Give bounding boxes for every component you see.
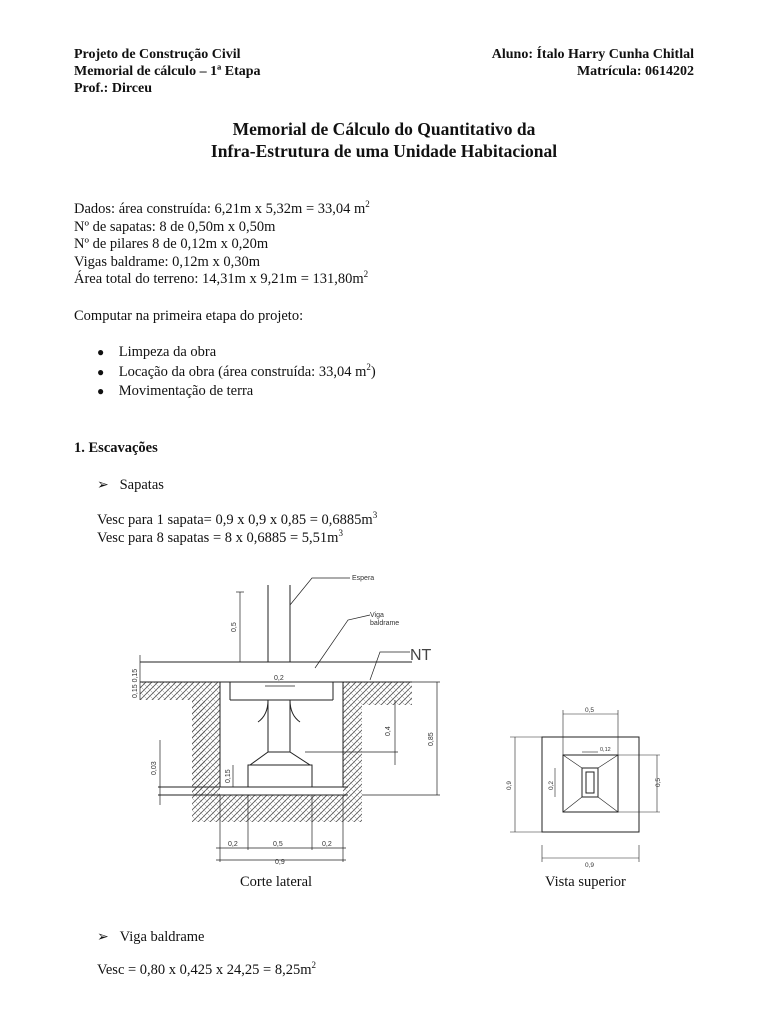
label-espera: Espera bbox=[352, 575, 375, 582]
data-block bbox=[74, 201, 370, 289]
data-footings: Nº de sapatas: 8 de 0,50m x 0,50m bbox=[74, 218, 276, 235]
dim-bottom-total: 0,9 bbox=[275, 859, 285, 866]
dim-column-height: 0,5 bbox=[231, 622, 238, 632]
bullet-icon: ● bbox=[97, 345, 105, 359]
header-course: Projeto de Construção Civil bbox=[74, 47, 241, 62]
header-right bbox=[492, 46, 694, 80]
bullet-item: ● Locação da obra (área construída: 33,04 $m^2$) bbox=[97, 361, 376, 380]
dim-pedestal-height: 0,4 bbox=[385, 726, 392, 736]
header-student: Aluno: Ítalo Harry Cunha Chitlal bbox=[491, 47, 694, 62]
bullet-icon: ● bbox=[97, 384, 105, 398]
label-baldrame: baldrame bbox=[370, 620, 400, 627]
header-left bbox=[74, 46, 261, 97]
caption-top-view: Vista superior bbox=[545, 874, 626, 890]
bullet-item: ● Limpeza da obra bbox=[97, 344, 217, 360]
dim-footing-height: 0,15 bbox=[225, 769, 232, 783]
plan-dim-pillar: 0,2 bbox=[548, 780, 555, 790]
header-memorial: Memorial de cálculo – 1ª Etapa bbox=[74, 64, 261, 79]
bullet-item: ● Movimentação de terra bbox=[97, 383, 254, 399]
bullet-list bbox=[97, 344, 376, 401]
subsection-footings: ➢ Sapatas bbox=[97, 477, 164, 493]
data-beams: Vigas baldrame: 0,12m x 0,30m bbox=[74, 253, 260, 270]
vesc-eight-footings: Vesc para 8 sapatas = 8 x $0,6885 = 5,51m^3$ bbox=[97, 527, 343, 546]
dim-bottom-left: 0,2 bbox=[228, 841, 238, 848]
caption-side-section: Corte lateral bbox=[240, 874, 313, 890]
title-line-1: Memorial de Cálculo do Quantitativo da bbox=[232, 119, 536, 139]
title-line-2: Infra-Estrutura de uma Unidade Habitacional bbox=[210, 141, 558, 161]
header-professor: Prof.: Dirceu bbox=[74, 81, 153, 96]
label-viga: Viga bbox=[370, 612, 384, 619]
plan-dim-pillar-width: 0,12 bbox=[600, 747, 611, 753]
plan-dim-top: 0,5 bbox=[585, 707, 595, 714]
technical-drawing bbox=[0, 560, 768, 880]
vesc-beam: Vesc = 0,80 x 0,425 x $24,25 = 8,25m^2$ bbox=[97, 960, 317, 978]
dim-lean-concrete: 0,03 bbox=[151, 761, 158, 775]
arrow-bullet-icon: ➢ bbox=[97, 478, 109, 493]
arrow-bullet-icon: ➢ bbox=[97, 930, 109, 945]
intro-text: Computar na primeira etapa do projeto: bbox=[74, 308, 304, 324]
data-land-area: Área total do terreno: 14,31m x $9,21m = 131,80m^2$ bbox=[74, 269, 369, 287]
header-registration: Matrícula: 0614202 bbox=[576, 64, 694, 79]
dim-excavation-depth: 0,85 bbox=[428, 732, 435, 746]
section-excavations: 1. Escavações bbox=[74, 440, 158, 456]
data-pillars: Nº de pilares 8 de 0,12m x 0,20m bbox=[74, 236, 269, 252]
dim-beam-height: 0,15 0,15 bbox=[132, 668, 139, 698]
dim-bottom-right: 0,2 bbox=[322, 841, 332, 848]
vesc-one-footing: Vesc para 1 sapata= 0,9 x 0,9 x $0,85 = 0,6885m^3$ bbox=[97, 510, 378, 528]
dim-bottom-center: 0,5 bbox=[273, 841, 283, 848]
label-nt: NT bbox=[410, 647, 432, 664]
subsection-beam: ➢ Viga baldrame bbox=[97, 929, 205, 945]
plan-view bbox=[510, 710, 660, 862]
plan-dim-bottom: 0,9 bbox=[585, 862, 595, 869]
plan-dim-left: 0,9 bbox=[506, 780, 513, 790]
plan-dim-right: 0,5 bbox=[655, 777, 662, 787]
data-built-area: Dados: área construída: 6,21m x 5,32m = 33,04 $m^2$ bbox=[74, 199, 370, 217]
footing-volume-block bbox=[97, 512, 377, 547]
bullet-icon: ● bbox=[97, 364, 105, 379]
document-title bbox=[0, 118, 768, 162]
dim-beam-width: 0,2 bbox=[274, 675, 284, 682]
